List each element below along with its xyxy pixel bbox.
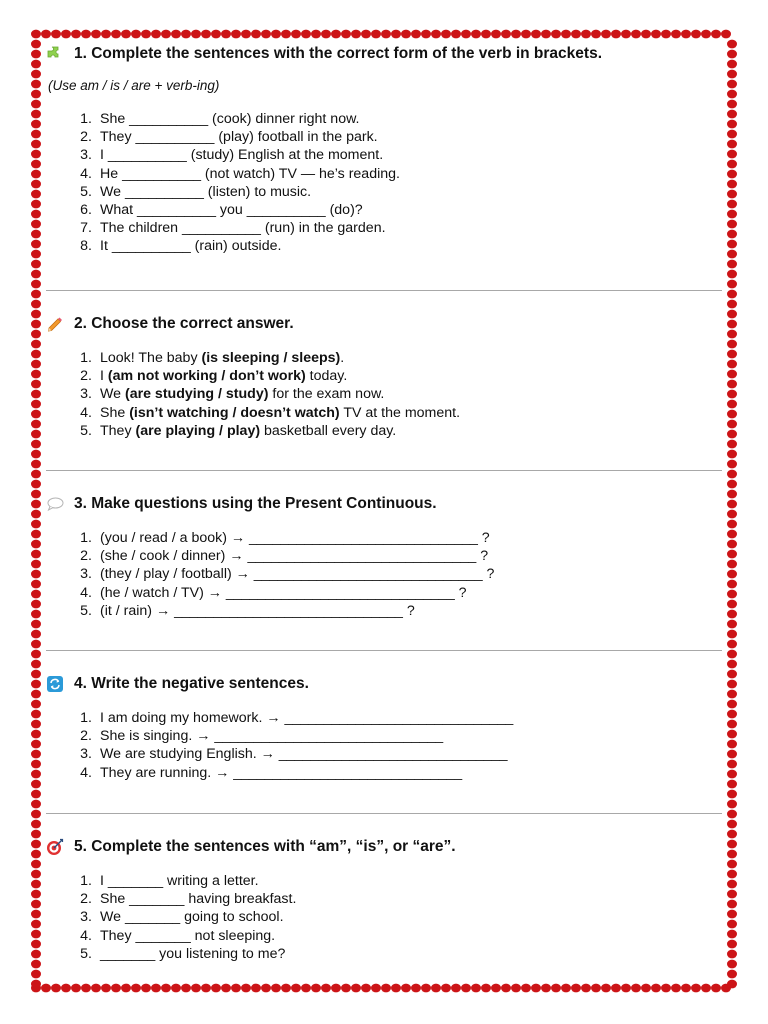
list-item: 1. She __________ (cook) dinner right now.	[80, 111, 360, 127]
section-divider	[46, 470, 722, 471]
list-item: 3. (they / play / football) → _____________________________ ?	[80, 566, 495, 583]
target-icon	[46, 838, 64, 856]
section-divider	[46, 813, 722, 814]
section-5-list	[46, 872, 722, 963]
list-item: 4. They _______ not sleeping.	[80, 927, 276, 944]
list-item: 3. I __________ (study) English at the moment.	[80, 147, 384, 164]
list-item: 1. (you / read / a book) → _____________________________ ?	[80, 530, 490, 546]
list-item: 2. (she / cook / dinner) → _____________________________ ?	[80, 548, 489, 565]
section-5-title	[46, 837, 722, 857]
list-item: 4. He __________ (not watch) TV — he’s reading.	[80, 165, 400, 182]
list-item: 3. We are studying English. → _____________________________	[80, 746, 508, 763]
section-1-list	[46, 110, 722, 256]
section-2-title-text: 2. Choose the correct answer.	[74, 315, 294, 332]
section-4-title	[46, 674, 722, 694]
pencil-icon	[46, 315, 64, 333]
section-divider	[46, 290, 722, 291]
list-item: 4. They are running. → _____________________________	[80, 764, 463, 781]
list-item: 2. She is singing. → _____________________________	[80, 728, 444, 745]
section-2-list	[46, 349, 722, 440]
list-item: 5. We __________ (listen) to music.	[80, 183, 312, 200]
list-item: 3. We _______ going to school.	[80, 909, 284, 926]
list-item: 4. She (isn’t watching / doesn’t watch) TV at the moment.	[80, 404, 461, 421]
section-3	[46, 494, 722, 620]
refresh-icon	[46, 675, 64, 693]
section-1-title-text: 1. Complete the sentences with the correct form of the verb in brackets.	[74, 45, 602, 62]
list-item: 5. (it / rain) → _____________________________ ?	[80, 602, 415, 619]
section-2	[46, 314, 722, 440]
section-1	[46, 44, 722, 256]
list-item: 1. I am doing my homework. → _____________________________	[80, 710, 514, 726]
section-3-list	[46, 529, 722, 620]
worksheet-page	[46, 40, 722, 980]
section-3-title-text: 3. Make questions using the Present Continuous.	[74, 495, 437, 512]
section-4-list	[46, 709, 722, 782]
section-5	[46, 837, 722, 963]
section-divider	[46, 650, 722, 651]
list-item: 8. It __________ (rain) outside.	[80, 238, 282, 255]
list-item: 3. We (are studying / study) for the exam now.	[80, 386, 385, 403]
section-5-title-text: 5. Complete the sentences with “am”, “is”, or “are”.	[74, 838, 456, 855]
section-1-instruction-note: (Use am / is / are + verb-ing)	[48, 78, 220, 93]
list-item: 2. I (am not working / don’t work) today.	[80, 368, 348, 385]
list-item: 7. The children __________ (run) in the garden.	[80, 220, 386, 237]
list-item: 1. Look! The baby (is sleeping / sleeps).	[80, 350, 345, 366]
list-item: 6. What __________ you __________ (do)?	[80, 202, 363, 219]
list-item: 5. _______ you listening to me?	[80, 945, 286, 962]
list-item: 2. She _______ having breakfast.	[80, 891, 297, 908]
speech-bubble-icon	[46, 495, 64, 513]
section-2-title	[46, 314, 722, 334]
section-4	[46, 674, 722, 782]
section-3-title	[46, 494, 722, 514]
list-item: 4. (he / watch / TV) → _____________________________ ?	[80, 584, 467, 601]
list-item: 1. I _______ writing a letter.	[80, 873, 259, 889]
puzzle-icon	[46, 45, 64, 63]
section-1-title	[46, 44, 722, 64]
section-4-title-text: 4. Write the negative sentences.	[74, 675, 309, 692]
list-item: 2. They __________ (play) football in the park.	[80, 129, 378, 146]
list-item: 5. They (are playing / play) basketball every day.	[80, 422, 397, 439]
